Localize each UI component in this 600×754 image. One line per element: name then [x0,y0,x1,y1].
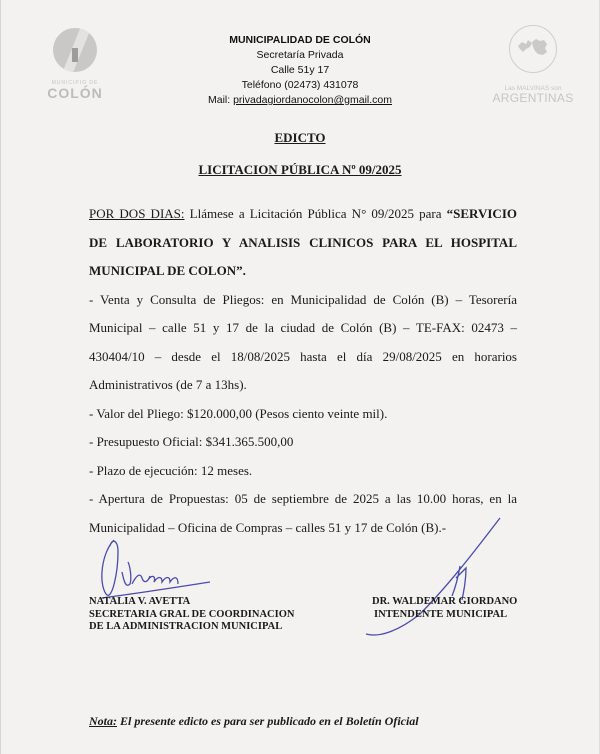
municipio-colon-logo [40,28,110,100]
intro-lead: POR DOS DIAS: [89,206,185,221]
address: Calle 51y 17 [270,64,330,76]
phone: Teléfono (02473) 431078 [241,79,359,91]
signature-right-drawing [360,514,510,640]
mail-label: Mail: [207,94,234,106]
tender-title: LICITACION PÚBLICA Nº 09/2025 [198,162,402,177]
logo-left-big-text: COLÓN [47,85,103,101]
malvinas-islands-icon [509,25,557,73]
note-text: El presente edicto es para ser publicado en el Boletín Oficial [117,714,419,728]
intro-text: Llámese a Licitación Pública N° 09/2025 para [184,206,447,221]
signature-left [89,596,294,634]
signer-left-role-1: SECRETARIA GRAL DE COORDINACION [89,608,295,620]
item-valor: - Valor del Pliego: $120.000,00 (Pesos ciento veinte mil). [89,405,388,421]
malvinas-logo [488,25,578,104]
signature-right [372,596,517,621]
mail-link[interactable]: privadagiordanocolon@gmail.com [233,94,392,106]
note-label: Nota: [89,714,117,728]
item-presupuesto: - Presupuesto Oficial: $341.365.500,00 [89,434,294,449]
item-pliegos: - Venta y Consulta de Pliegos: en Municipalidad de Colón (B) – Tesorería Municipal – calle 51 y 17 de la ciudad de Colón (B) – TE-FAX: 02473 – 430404/10 – desde el 18/08/2025 hasta el día 29/08/2025 en horarios Administrativos (de 7 a 13hs). [89,291,517,392]
item-plazo: - Plazo de ejecución: 12 meses. [89,462,253,478]
organization-name: MUNICIPALIDAD DE COLÓN [229,34,371,46]
logo-right-big-text: ARGENTINAS [492,91,574,105]
lighthouse-emblem-icon [53,28,97,72]
office-name: Secretaría Privada [256,49,344,61]
signer-left-name: NATALIA V. AVETTA [89,596,191,607]
item-apertura: - Apertura de Propuestas: 05 de septiembre de 2025 a las 10.00 horas, en la Municipalidad – Oficina de Compras – calles 51 y 17 de Colón (B).- [89,491,517,535]
signer-right-role: INTENDENTE MUNICIPAL [374,608,508,620]
letterhead [200,33,400,108]
intro-paragraph [89,200,517,286]
logo-right-small-text: Las MALVINAS son [504,85,562,92]
publication-note [89,714,419,729]
service-name: “SERVICIO DE LABORATORIO Y ANALISIS CLINICOS PARA EL HOSPITAL MUNICIPAL DE COLON”. [89,206,517,278]
signer-right-name: DR. WALDEMAR GIORDANO [372,596,518,607]
edict-title: EDICTO [274,130,326,145]
mail-line [200,93,400,108]
signer-left-role-2: DE LA ADMINISTRACION MUNICIPAL [89,621,283,632]
edict-body [89,200,517,542]
logo-left-small-text: MUNICIPIO DE [51,80,99,86]
